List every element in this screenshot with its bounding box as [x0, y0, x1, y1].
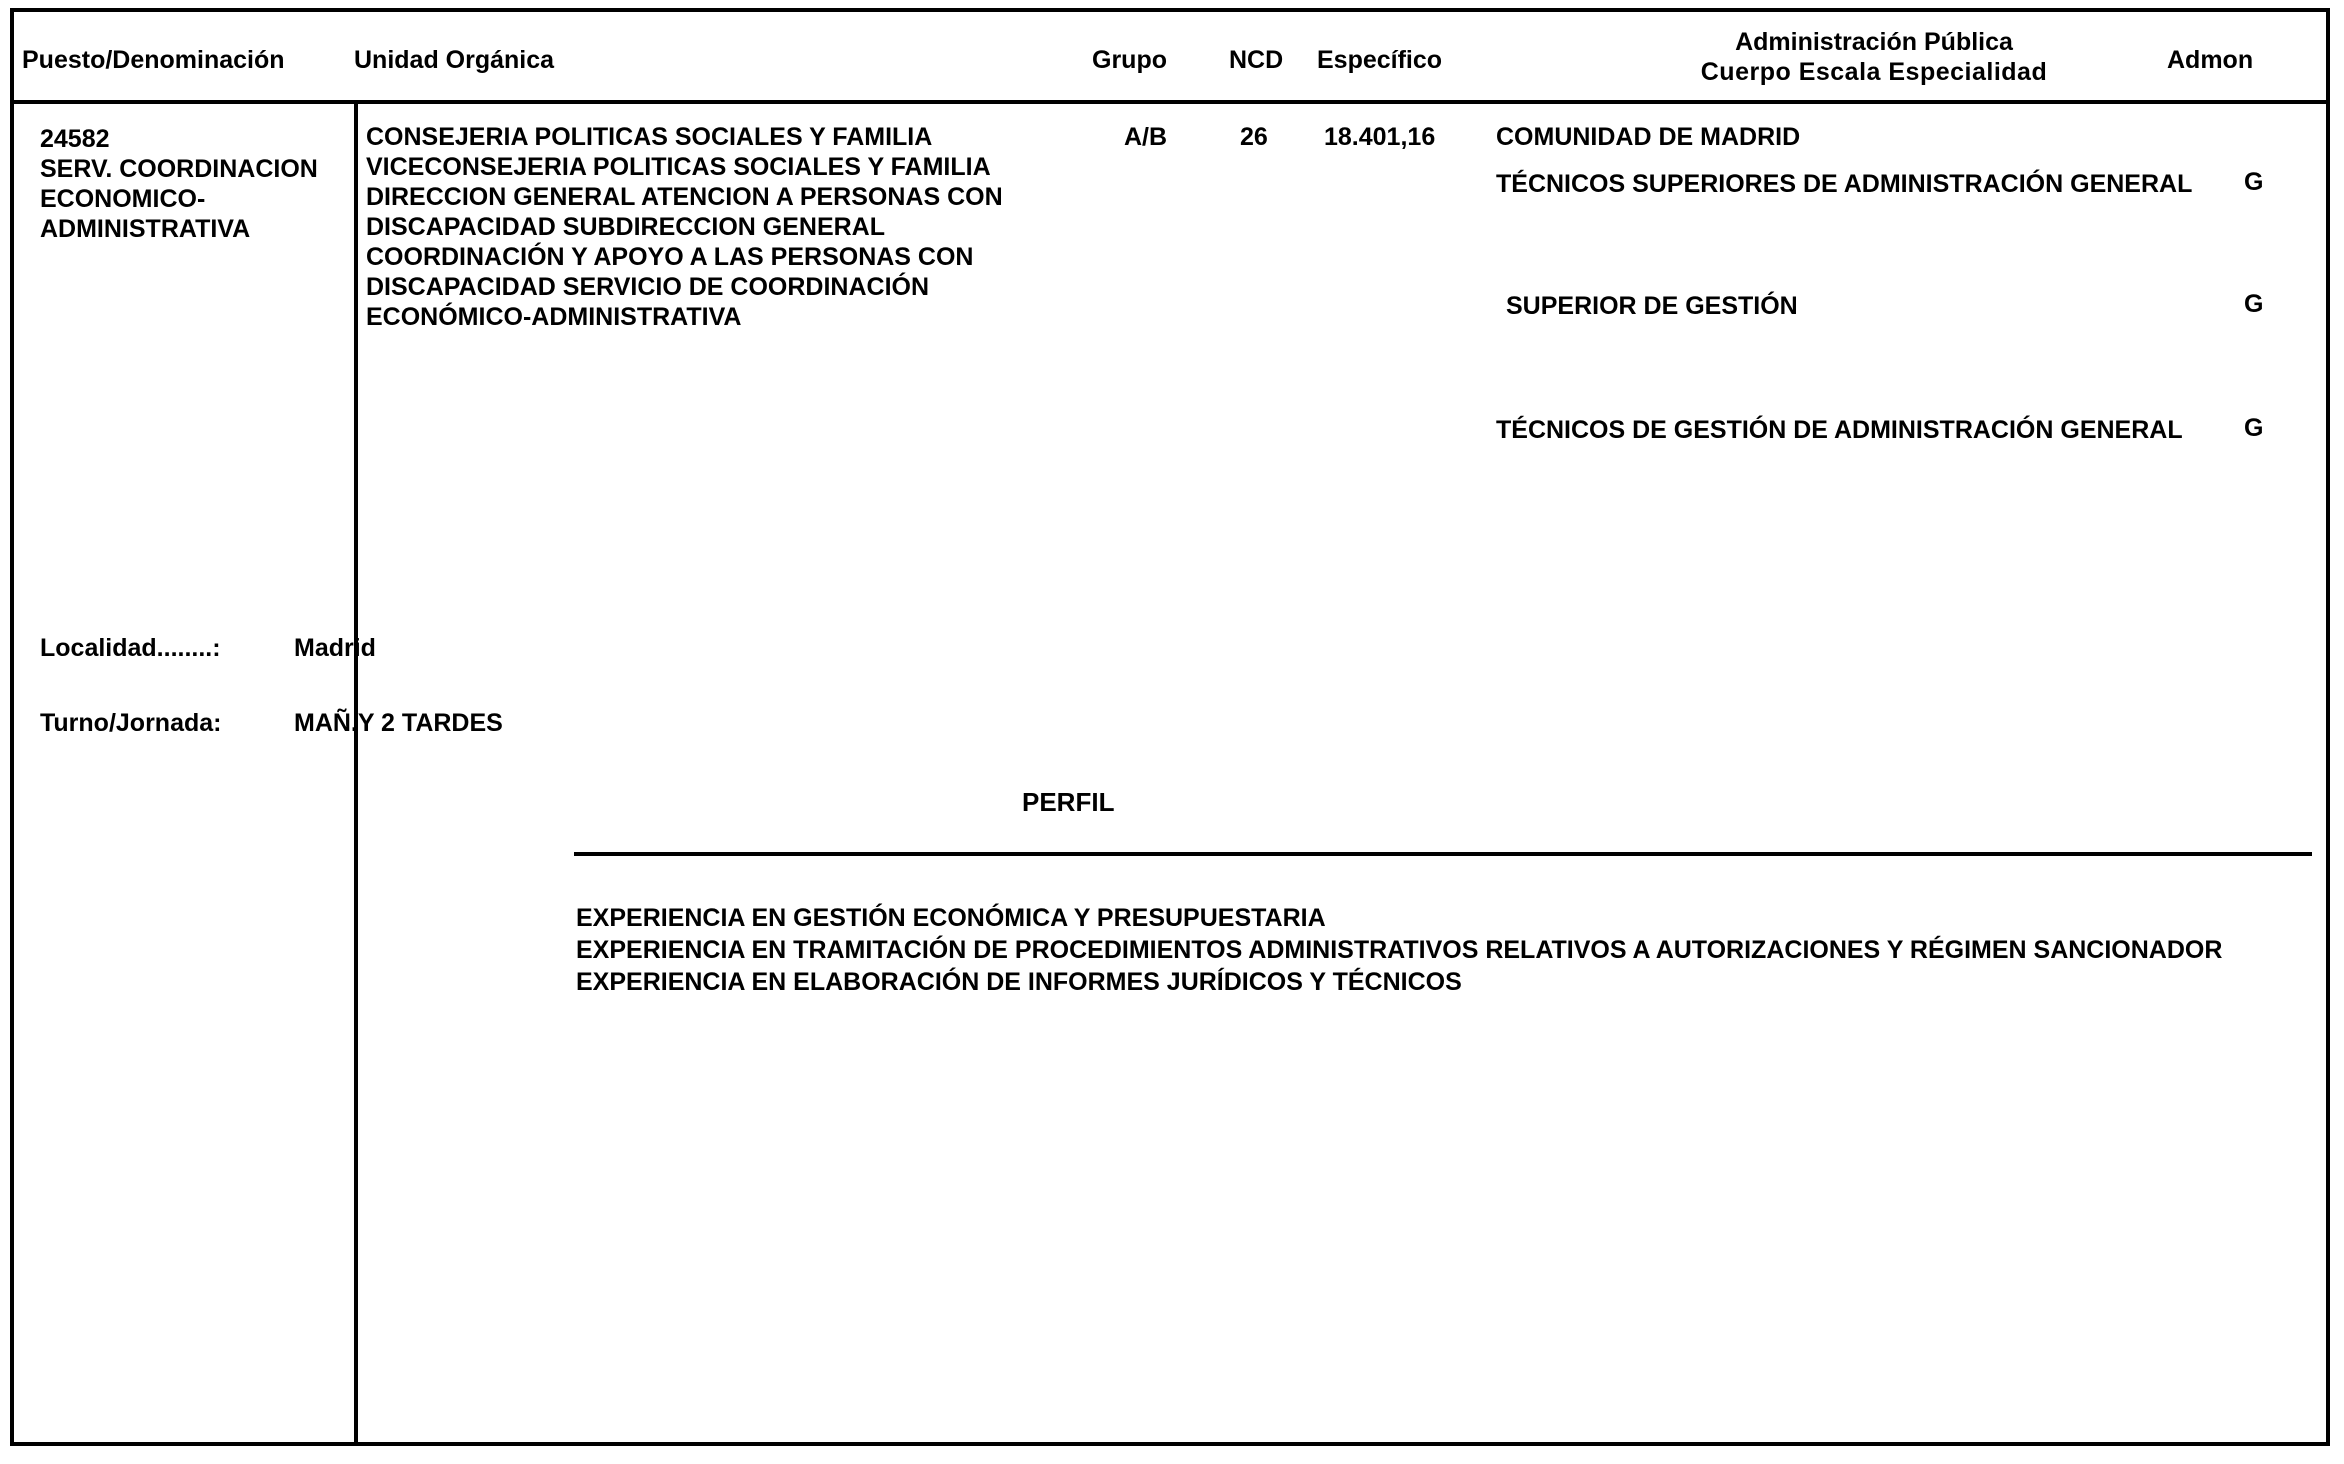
column-header-administracion-publica-line2: Cuerpo Escala Especialidad	[1700, 58, 2048, 86]
cell-grupo: A/B	[1124, 123, 1168, 151]
perfil-line-3: EXPERIENCIA EN ELABORACIÓN DE INFORMES JURÍDICOS Y TÉCNICOS	[576, 968, 1462, 996]
perfil-line-1: EXPERIENCIA EN GESTIÓN ECONÓMICA Y PRESUPUESTARIA	[576, 904, 1326, 932]
localidad-label: Localidad........:	[40, 634, 221, 662]
cuerpo-item-1: TÉCNICOS SUPERIORES DE ADMINISTRACIÓN GENERAL	[1496, 170, 2193, 198]
column-header-admon: Admon	[2167, 46, 2254, 74]
column-header-unidad-organica: Unidad Orgánica	[354, 46, 555, 74]
perfil-divider	[574, 852, 2312, 856]
cell-unidad-organica: CONSEJERIA POLITICAS SOCIALES Y FAMILIA VICECONSEJERIA POLITICAS SOCIALES Y FAMILIA DIRECCION GENERAL ATENCION A PERSONAS CON DISCAPACIDAD SUBDIRECCION GENERAL COORDINACIÓN Y APOYO A LAS PERSONAS CON DISCAPACIDAD SERVICIO DE COORDINACIÓN ECONÓMICO-ADMINISTRATIVA	[366, 123, 1003, 331]
puesto-denominacion: SERV. COORDINACION ECONOMICO-ADMINISTRATIVA	[40, 155, 318, 243]
column-header-especifico: Específico	[1317, 46, 1443, 74]
table-header-row	[14, 12, 2326, 104]
column-header-grupo: Grupo	[1092, 46, 1167, 74]
column-header-administracion-publica-line1: Administración Pública	[1735, 28, 2013, 56]
turno-jornada-label: Turno/Jornada:	[40, 709, 222, 737]
turno-jornada-value: MAÑ.Y 2 TARDES	[294, 709, 503, 737]
column-divider	[354, 104, 358, 1446]
column-header-puesto: Puesto/Denominación	[22, 46, 285, 74]
perfil-line-2: EXPERIENCIA EN TRAMITACIÓN DE PROCEDIMIENTOS ADMINISTRATIVOS RELATIVOS A AUTORIZACIONES Y RÉGIMEN SANCIONADOR	[576, 936, 2223, 964]
perfil-requirements	[576, 902, 2316, 998]
admon-value-2: G	[2244, 290, 2264, 318]
localidad-value: Madrid	[294, 634, 376, 662]
cell-especifico: 18.401,16	[1324, 123, 1436, 151]
admon-value-3: G	[2244, 414, 2264, 442]
column-header-ncd: NCD	[1229, 46, 1284, 74]
cell-administracion-publica: COMUNIDAD DE MADRID	[1496, 123, 1801, 151]
admon-value-1: G	[2244, 168, 2264, 196]
cell-ncd: 26	[1240, 123, 1268, 151]
table-body	[14, 104, 2326, 1446]
perfil-title: PERFIL	[1022, 787, 1115, 817]
column-header-administracion-publica	[1494, 27, 2254, 87]
cell-puesto	[40, 124, 340, 244]
cuerpo-item-3: TÉCNICOS DE GESTIÓN DE ADMINISTRACIÓN GENERAL	[1496, 416, 2183, 444]
puesto-codigo: 24582	[40, 125, 110, 153]
cuerpo-item-2: SUPERIOR DE GESTIÓN	[1506, 292, 1798, 320]
job-posting-table	[10, 8, 2330, 1446]
